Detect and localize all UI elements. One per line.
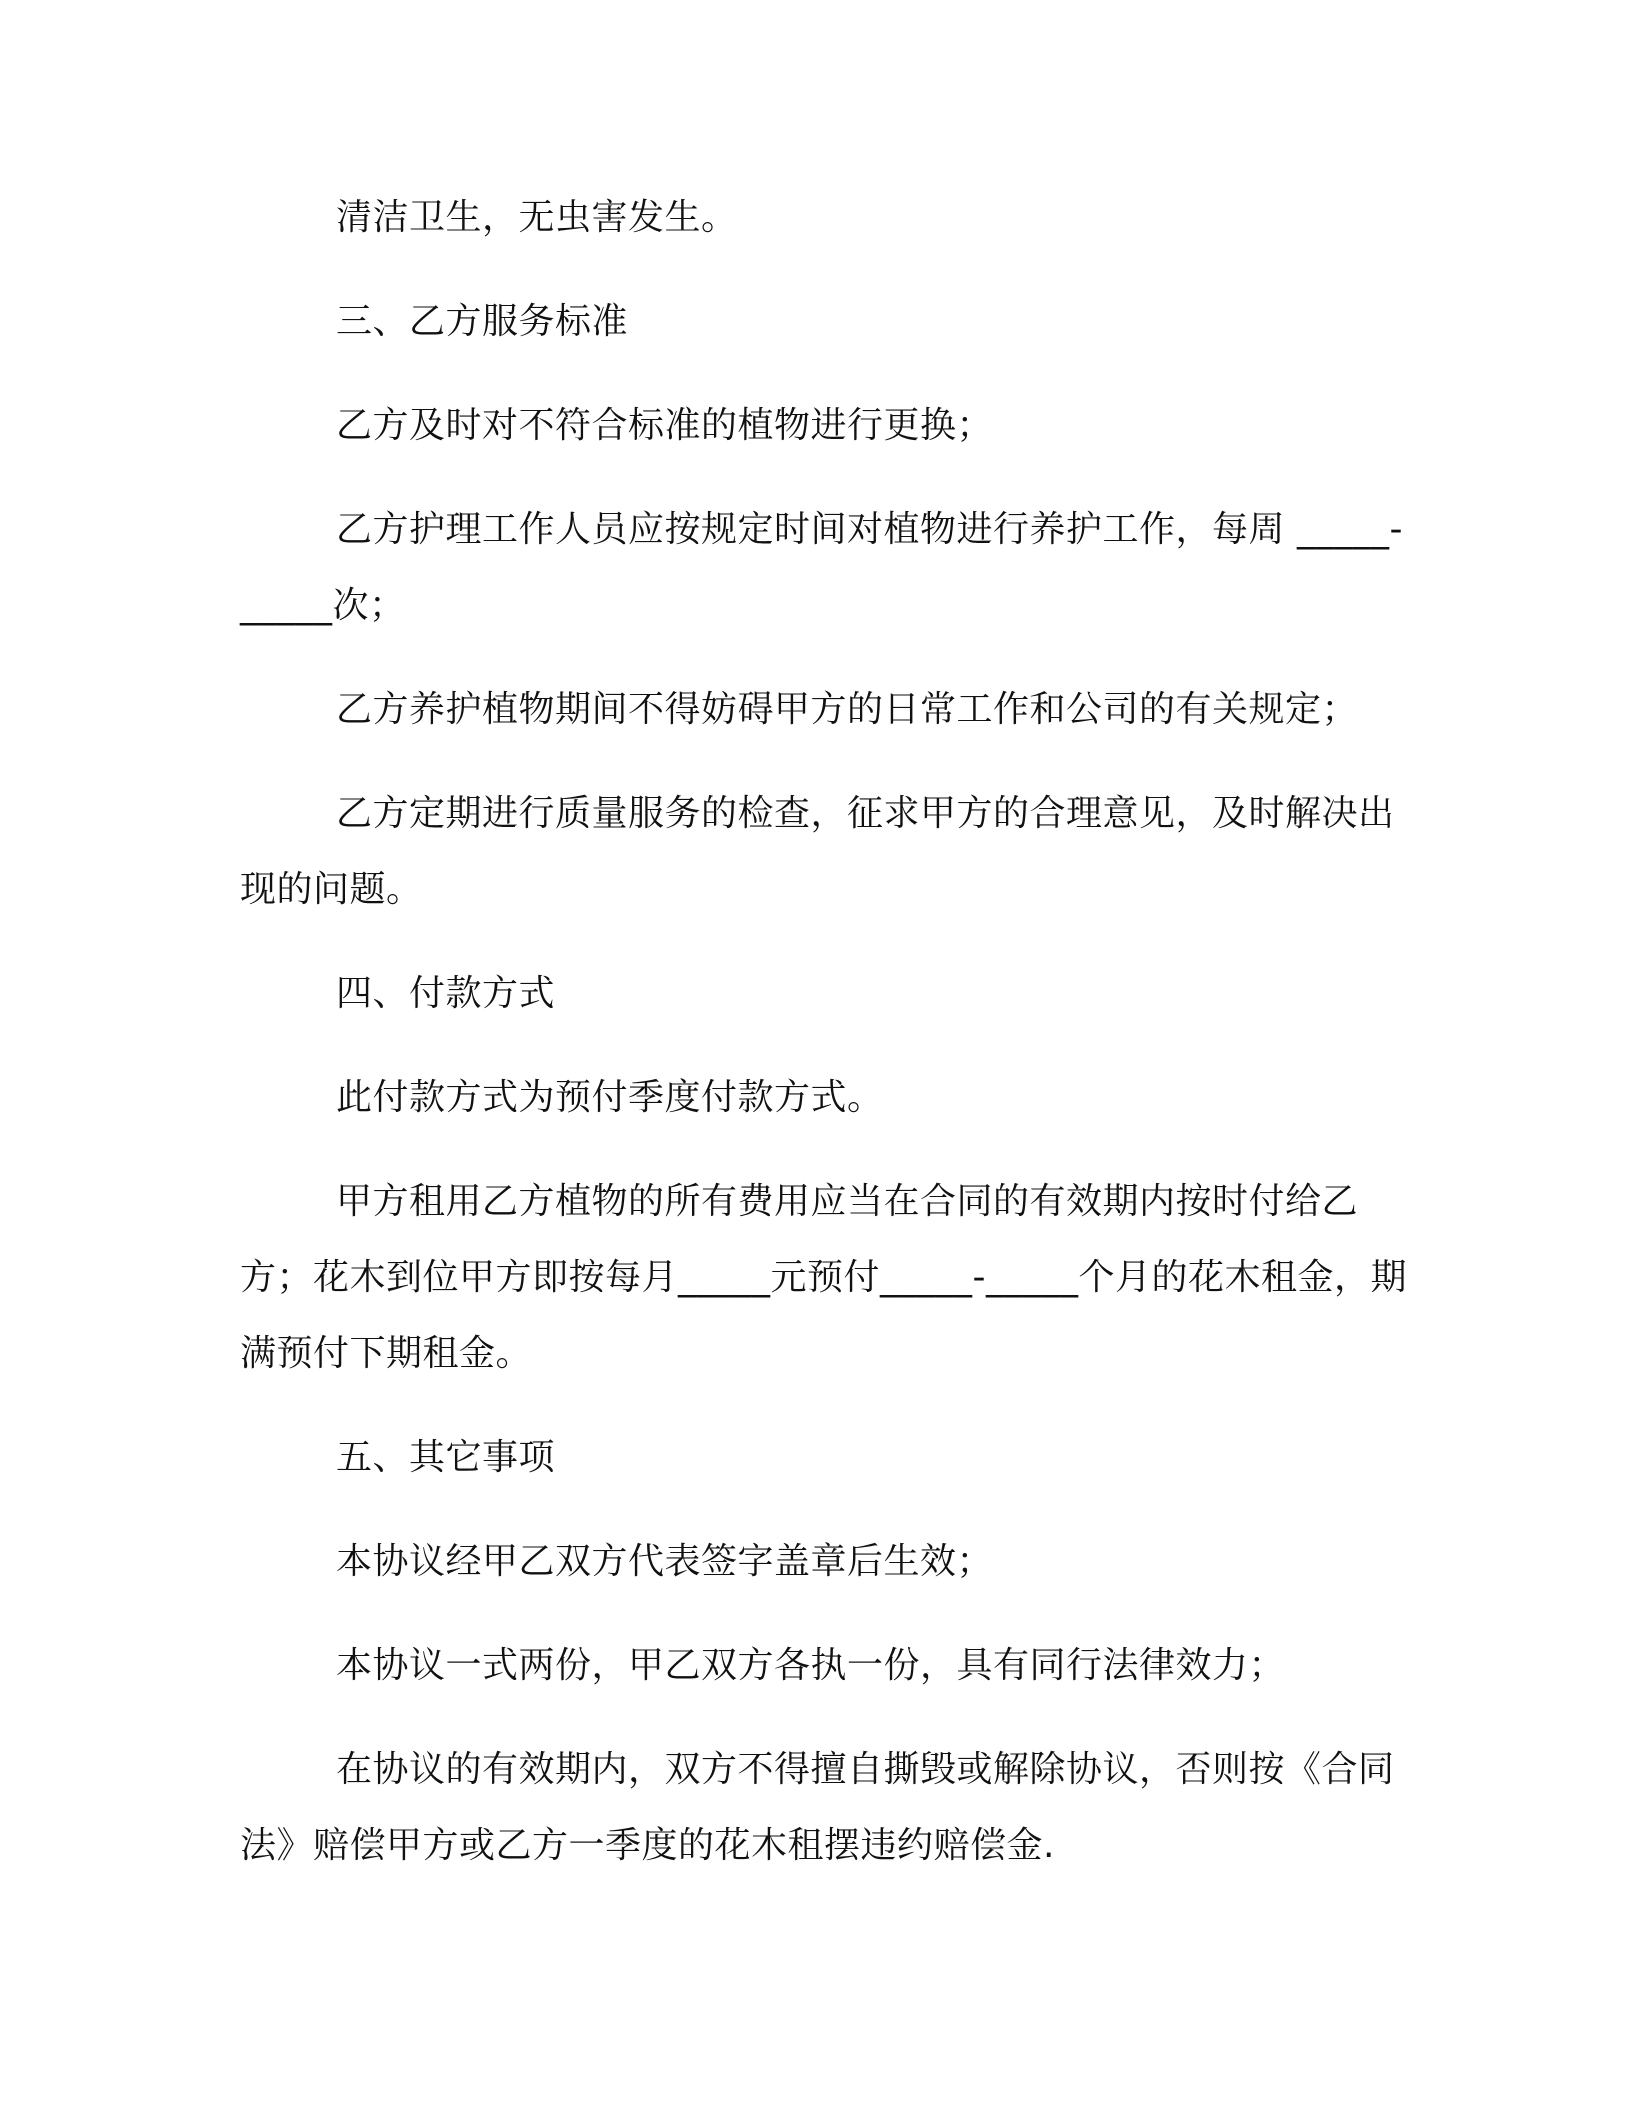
paragraph-9: 本协议一式两份，甲乙双方各执一份，具有同行法律效力；	[336, 1645, 1286, 1686]
paragraph-7: 甲方租用乙方植物的所有费用应当在合同的有效期内按时付给乙方；花木到位甲方即按每月_____元预付_____-_____个月的花木租金，期满预付下期租金。	[240, 1181, 1407, 1374]
section-heading-4: 四、付款方式	[336, 973, 556, 1014]
paragraph-10: 在协议的有效期内，双方不得擅自撕毁或解除协议，否则按《合同法》赔偿甲方或乙方一季度的花木租摆违约赔偿金.	[240, 1749, 1395, 1866]
paragraph-4: 乙方养护植物期间不得妨碍甲方的日常工作和公司的有关规定；	[336, 689, 1359, 730]
paragraph-1: 清洁卫生，无虫害发生。	[336, 197, 738, 238]
paragraph-5: 乙方定期进行质量服务的检查，征求甲方的合理意见，及时解决出现的问题。	[240, 793, 1395, 910]
paragraph-3: 乙方护理工作人员应按规定时间对植物进行养护工作，每周 _____-_____次；	[240, 509, 1403, 626]
section-heading-5: 五、其它事项	[336, 1437, 556, 1478]
section-heading-3: 三、乙方服务标准	[336, 301, 629, 342]
paragraph-2: 乙方及时对不符合标准的植物进行更换；	[336, 405, 994, 446]
paragraph-6: 此付款方式为预付季度付款方式。	[336, 1077, 884, 1118]
paragraph-8: 本协议经甲乙双方代表签字盖章后生效；	[336, 1541, 994, 1582]
